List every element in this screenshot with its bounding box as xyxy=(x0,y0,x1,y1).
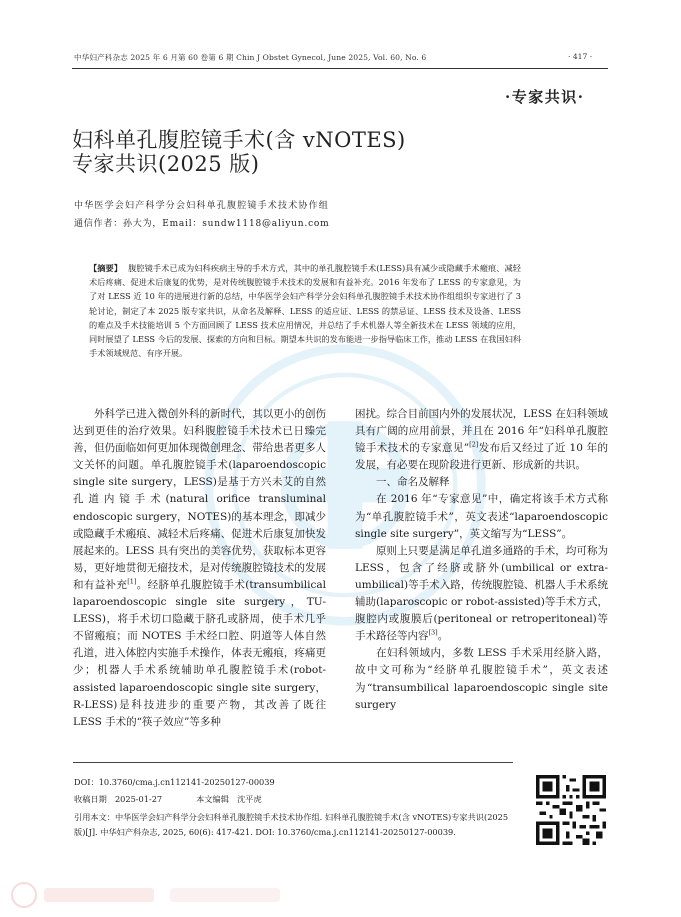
footer-rule xyxy=(73,762,513,763)
citation-ref[interactable]: [1] xyxy=(127,577,137,586)
body-text: 困扰。综合目前国内外的发展状况，LESS 在妇科领域具有广阔的应用前景，并且在 2016 年“妇科单孔腹腔镜手术技术的专家意见” xyxy=(355,408,608,455)
body-column-left xyxy=(73,406,326,731)
journal-header: 中华妇产科杂志 2025 年 6 月第 60 卷第 6 期 Chin J Obstet Gynecol, June 2025, Vol. 60, No. 6 xyxy=(74,53,427,62)
qr-code-icon[interactable] xyxy=(536,775,606,845)
citation-block: 引用本文：中华医学会妇产科学分会妇科单孔腹腔镜手术技术协作组. 妇科单孔腹腔镜手术(含 vNOTES)专家共识(2025 版)[J]. 中华妇产科杂志, 2025, 60(6): 417-421. DOI: 10.3760/cma.j.cn112141-20250127-00039. xyxy=(74,812,509,837)
abstract-label: 【摘要】 xyxy=(89,263,123,273)
abstract-text: 腹腔镜手术已成为妇科疾病主导的手术方式，其中的单孔腹腔镜手术(LESS)具有减少或隐藏手术瘢痕、减轻术后疼痛、促进术后康复的优势，是对传统腹腔镜手术技术的发展和有益补充。2016 年发布了 LESS 的专家意见，为了对 LESS 近 10 年的进展进行新的总结，中华医学会妇产科学分会妇科单孔腹腔镜手术技术协作组组织专家进行了 3 轮讨论，制定了本 2025 版专家共识，从命名及解释、LESS 的适应证、LESS 的禁忌证、LESS 技术及设备、LESS 的难点及手术技能培训 5 个方面回顾了 LESS 技术应用情况，并总结了手术机器人等全新技术在 LESS 领域的应用，同时展望了 LESS 今后的发展、探索的方向和目标。期望本共识的发布能进一步指导临床工作，推动 LESS 在我国妇科手术领域规范、有序开展。 xyxy=(89,263,522,359)
body-paragraph xyxy=(355,406,608,474)
body-text: 发布后又经过了近 10 年的发展，有必要在现阶段进行更新、形成新的共识。 xyxy=(355,442,608,472)
header-rule xyxy=(72,68,608,69)
article-title-line1: 妇科单孔腹腔镜手术(含 vNOTES) xyxy=(72,128,406,152)
doi-line[interactable]: DOI：10.3760/cma.j.cn112141-20250127-00039 xyxy=(74,777,275,787)
bottom-watermark-logo xyxy=(0,880,300,910)
page-number: · 417 · xyxy=(568,52,593,61)
body-paragraph: 在 2016 年“专家意见”中，确定将该手术方式称为“单孔腹腔镜手术”，英文表述“laparoendoscopic single site surgery”，英文缩写为“LESS”。 xyxy=(355,493,608,540)
article-title-line2: 专家共识(2025 版) xyxy=(72,152,260,176)
citation-ref[interactable]: [2] xyxy=(469,440,479,449)
body-text: 外科学已进入微创外科的新时代，其以更小的创伤达到更佳的治疗效果。妇科腹腔镜手术技术已日臻完善，但仍面临如何更加体现微创理念、带给患者更多人文关怀的问题。单孔腹腔镜手术(laparoendoscopic single site surgery，LESS)是基于方兴未艾的自然孔道内镜手术(natural orifice transluminal endoscopic surgery，NOTES)的基本理念，即减少或隐藏手术瘢痕、减轻术后疼痛、促进术后康复加快发展起来的。LESS 具有突出的美容优势，获取标本更容易，更好地贯彻无瘤技术，是对传统腹腔镜技术的发展和有益补充 xyxy=(73,408,326,591)
received-date: 收稿日期 2025-01-27 xyxy=(74,794,163,804)
received-editor-line xyxy=(74,794,262,805)
body-paragraph: 在妇科领域内，多数 LESS 手术采用经脐入路，故中文可称为“经脐单孔腹腔镜手术”，英文表述为“transumbilical laparoendoscopic single site surgery xyxy=(355,647,608,711)
section-tag: ·专家共识· xyxy=(505,88,585,106)
body-paragraph xyxy=(73,406,326,731)
corresponding-author: 通信作者：孙大为，Email：sundw1118@aliyun.com xyxy=(74,219,330,229)
body-text: 原则上只要是满足单孔道多通路的手术，均可称为 LESS，包含了经脐或脐外(umbilical or extra-umbilical)等手术入路，传统腹腔镜、机器人手术系统辅助(laparoscopic or robot-assisted)等手术方式，腹腔内或腹膜后(peritoneal or retroperitoneal)等手术路径等内容 xyxy=(355,544,608,643)
author-affiliation: 中华医学会妇产科学分会妇科单孔腹腔镜手术技术协作组 xyxy=(74,201,330,211)
body-paragraph xyxy=(355,543,608,646)
body-column-right xyxy=(355,406,608,714)
body-text: 。 xyxy=(437,630,449,643)
body-text: 。经脐单孔腹腔镜手术(transumbilical laparoendoscopic single site surgery，TU-LESS)，将手术切口隐藏于脐孔或脐周，使手术几乎不留瘢痕；而 NOTES 手术经口腔、阴道等人体自然孔道，进入体腔内实施手术操作，体表无瘢痕，疼痛更少；机器人手术系统辅助单孔腹腔镜手术(robot-assisted laparoendoscopic single site surgery，R-LESS)是科技进步的重要产物，其改善了既往 LESS 手术的“筷子效应”等多种 xyxy=(73,578,327,728)
citation-ref[interactable]: [3] xyxy=(428,628,438,637)
section-heading: 一、命名及解释 xyxy=(376,476,450,489)
abstract xyxy=(89,261,521,360)
editor: 本文编辑 沈平虎 xyxy=(196,794,262,804)
